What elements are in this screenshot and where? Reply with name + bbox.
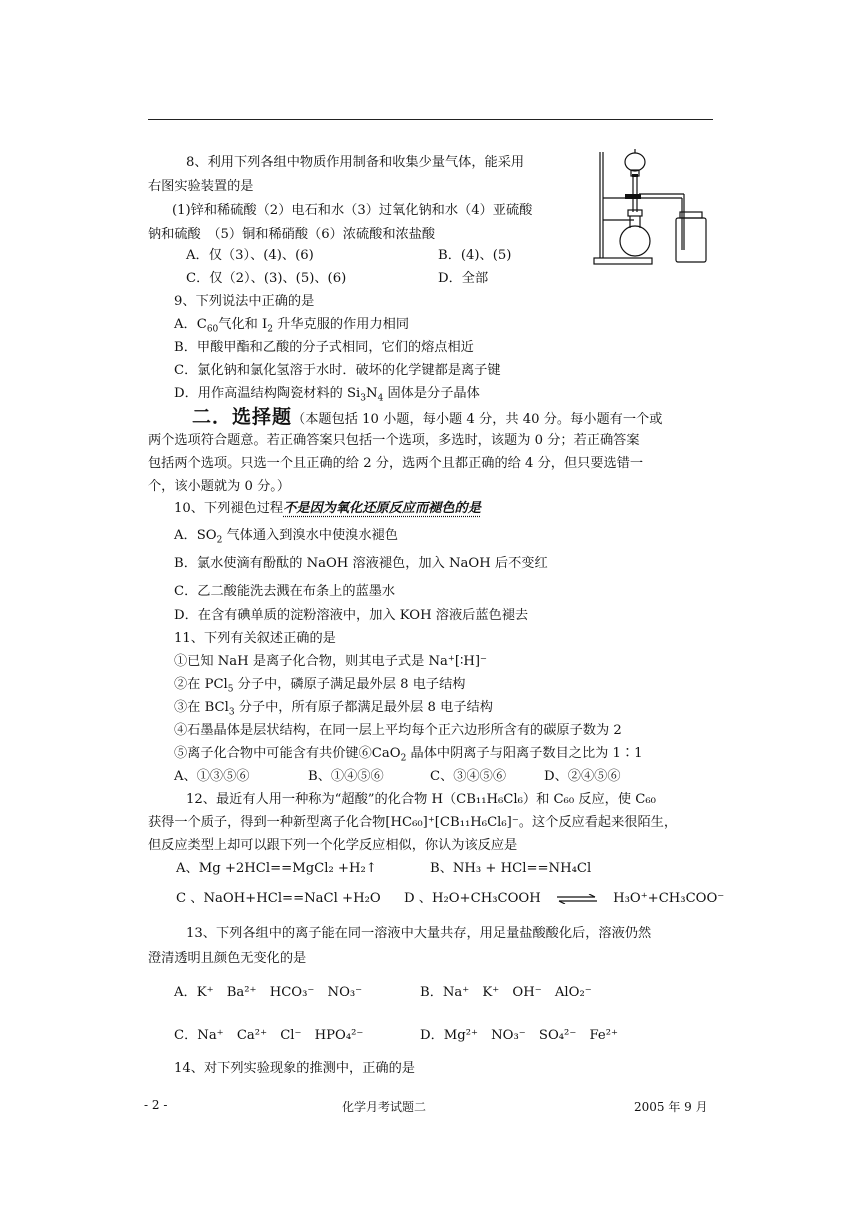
q11-s2-sub: 5 xyxy=(227,684,234,695)
q9-a-text3: 升华克服的作用力相同 xyxy=(272,317,410,332)
q13-option-d[interactable]: D．Mg²⁺ NO₃⁻ SO₄²⁻ Fe²⁺ xyxy=(420,1028,618,1043)
q11-option-a[interactable]: A、①③⑤⑥ xyxy=(174,769,250,784)
q9-option-c[interactable]: C．氯化钠和氯化氢溶于水时．破坏的化学键都是离子键 xyxy=(174,363,501,378)
q11-stem: 11、下列有关叙述正确的是 xyxy=(174,631,336,646)
q10-option-d[interactable]: D．在含有碘单质的淀粉溶液中，加入 KOH 溶液后蓝色褪去 xyxy=(174,608,529,623)
q12-option-b[interactable]: B、NH₃ + HCl==NH₄Cl xyxy=(430,861,592,876)
q12-stem-line3: 但反应类型上却可以跟下列一个化学反应相似，你认为该反应是 xyxy=(148,838,518,853)
q10-a-text: A．SO xyxy=(174,528,217,543)
q13-option-c[interactable]: C．Na⁺ Ca²⁺ Cl⁻ HPO₄²⁻ xyxy=(174,1028,364,1043)
q12-stem-line1: 12、最近有人用一种称为“超酸”的化合物 H（CB₁₁H₆Cl₆）和 C₆₀ 反应，使 C₆₀ xyxy=(186,792,656,807)
section2-desc-line1: （本题包括 10 小题，每小题 4 分，共 40 分。每小题有一个或 xyxy=(292,412,663,427)
q8-option-a[interactable]: A．仅（3）、(4)、(6) xyxy=(186,248,314,263)
q10-option-a[interactable] xyxy=(174,526,398,551)
section2-desc-line3: 包括两个选项。只选一个且正确的给 2 分，选两个且都正确的给 4 分，但只要选错一 xyxy=(148,456,644,471)
q13-stem-line2: 澄清透明且颜色无变化的是 xyxy=(148,951,307,966)
q11-option-b[interactable]: B、①④⑤⑥ xyxy=(308,769,384,784)
q11-s3-sub: 3 xyxy=(228,707,235,718)
q10-a-text2: 气体通入到溴水中使溴水褪色 xyxy=(222,528,398,543)
q12-d-left: D 、H₂O+CH₃COOH xyxy=(404,891,541,906)
equilibrium-arrow-icon xyxy=(555,894,599,904)
footer-page-number: - 2 - xyxy=(144,1098,168,1112)
q8-stem-line1: 8、利用下列各组中物质作用制备和收集少量气体，能采用 xyxy=(186,155,525,170)
q9-a-sub: 60 xyxy=(206,324,219,335)
q11-s2-text2: 分子中，磷原子满足最外层 8 电子结构 xyxy=(233,677,466,692)
q11-statement-2 xyxy=(174,675,465,700)
q10-option-b[interactable]: B．氯水使滴有酚酞的 NaOH 溶液褪色，加入 NaOH 后不变红 xyxy=(174,556,548,571)
q9-option-b[interactable]: B．甲酸甲酯和乙酸的分子式相同，它们的熔点相近 xyxy=(174,340,474,355)
q9-option-d[interactable] xyxy=(174,384,480,409)
q11-s5-text2: 晶体中阴离子与阳离子数目之比为 1∶1 xyxy=(406,746,643,761)
section2-title: 二．选择题 xyxy=(192,406,293,428)
apparatus-diagram xyxy=(592,146,710,268)
q9-d-text: D．用作高温结构陶瓷材料的 Si xyxy=(174,386,361,401)
q12-d-right: H₃O⁺+CH₃COO⁻ xyxy=(613,891,725,906)
footer-title: 化学月考试题二 xyxy=(342,1100,427,1114)
q13-stem-line1: 13、下列各组中的离子能在同一溶液中大量共存，用足量盐酸酸化后，溶液仍然 xyxy=(186,926,652,941)
q8-option-c[interactable]: C．仅（2）、(3)、(5)、(6) xyxy=(186,271,347,286)
q10-stem xyxy=(174,499,481,519)
q12-option-d[interactable] xyxy=(404,889,724,909)
q11-s5-sub: 2 xyxy=(400,753,407,764)
q8-items-line1: (1)锌和稀硫酸（2）电石和水（3）过氧化钠和水（4）亚硫酸 xyxy=(172,203,533,218)
footer-date: 2005 年 9 月 xyxy=(634,1100,708,1114)
q13-option-a[interactable]: A．K⁺ Ba²⁺ HCO₃⁻ NO₃⁻ xyxy=(174,985,363,1000)
q10-a-sub: 2 xyxy=(216,535,223,546)
q12-stem-line2: 获得一个质子，得到一种新型离子化合物[HC₆₀]⁺[CB₁₁H₆Cl₆]⁻。这个反应看起来很陌生， xyxy=(148,815,678,830)
q9-d-text2: N xyxy=(366,386,378,401)
q9-stem: 9、下列说法中正确的是 xyxy=(174,294,315,309)
section2-header xyxy=(192,407,662,430)
q11-option-d[interactable]: D、②④⑤⑥ xyxy=(544,769,621,784)
q9-a-sub2: 2 xyxy=(267,324,273,335)
q10-option-c[interactable]: C．乙二酸能洗去溅在布条上的蓝墨水 xyxy=(174,584,396,599)
q11-s5-text: ⑤离子化合物中可能含有共价键⑥CaO xyxy=(174,746,401,761)
q11-statement-4: ④石墨晶体是层状结构，在同一层上平均每个正六边形所含有的碳原子数为 2 xyxy=(174,723,622,738)
q11-s3-text: ③在 BCl xyxy=(174,700,229,715)
q9-d-sub2: 4 xyxy=(377,393,384,404)
q9-a-text2: 气化和 I xyxy=(218,317,268,332)
q9-d-sub: 3 xyxy=(360,393,367,404)
q13-option-b[interactable]: B．Na⁺ K⁺ OH⁻ AlO₂⁻ xyxy=(420,985,592,1000)
q11-s2-text: ②在 PCl xyxy=(174,677,228,692)
q11-statement-5 xyxy=(174,744,642,769)
q10-stem-emphasis: 不是因为氧化还原反应而褪色的是 xyxy=(283,501,481,516)
q11-statement-1: ①已知 NaH 是离子化合物，则其电子式是 Na⁺[∶H]⁻ xyxy=(174,654,488,669)
q8-option-b[interactable]: B．(4)、(5) xyxy=(438,248,512,263)
section2-desc-line2: 两个选项符合题意。若正确答案只包括一个选项，多选时，该题为 0 分；若正确答案 xyxy=(148,433,640,448)
q14-stem: 14、对下列实验现象的推测中，正确的是 xyxy=(174,1061,415,1076)
header-rule xyxy=(148,119,713,120)
q10-stem-text: 10、下列褪色过程 xyxy=(174,501,284,516)
q12-option-a[interactable]: A、Mg +2HCl==MgCl₂ +H₂↑ xyxy=(176,861,377,876)
q9-a-text: A．C xyxy=(174,317,207,332)
q8-items-line2: 钠和硫酸 （5）铜和稀硝酸（6）浓硫酸和浓盐酸 xyxy=(148,227,436,242)
section2-desc-line4: 个，该小题就为 0 分。） xyxy=(148,479,291,494)
q11-s3-text2: 分子中，所有原子都满足最外层 8 电子结构 xyxy=(234,700,493,715)
q11-statement-3 xyxy=(174,698,493,723)
q9-d-text3: 固体是分子晶体 xyxy=(383,386,480,401)
q8-stem-line2: 右图实验装置的是 xyxy=(148,179,254,194)
q9-option-a[interactable] xyxy=(174,315,409,340)
q11-option-c[interactable]: C、③④⑤⑥ xyxy=(430,769,507,784)
q12-option-c[interactable]: C 、NaOH+HCl==NaCl +H₂O xyxy=(176,891,381,906)
q8-option-d[interactable]: D．全部 xyxy=(438,271,489,286)
